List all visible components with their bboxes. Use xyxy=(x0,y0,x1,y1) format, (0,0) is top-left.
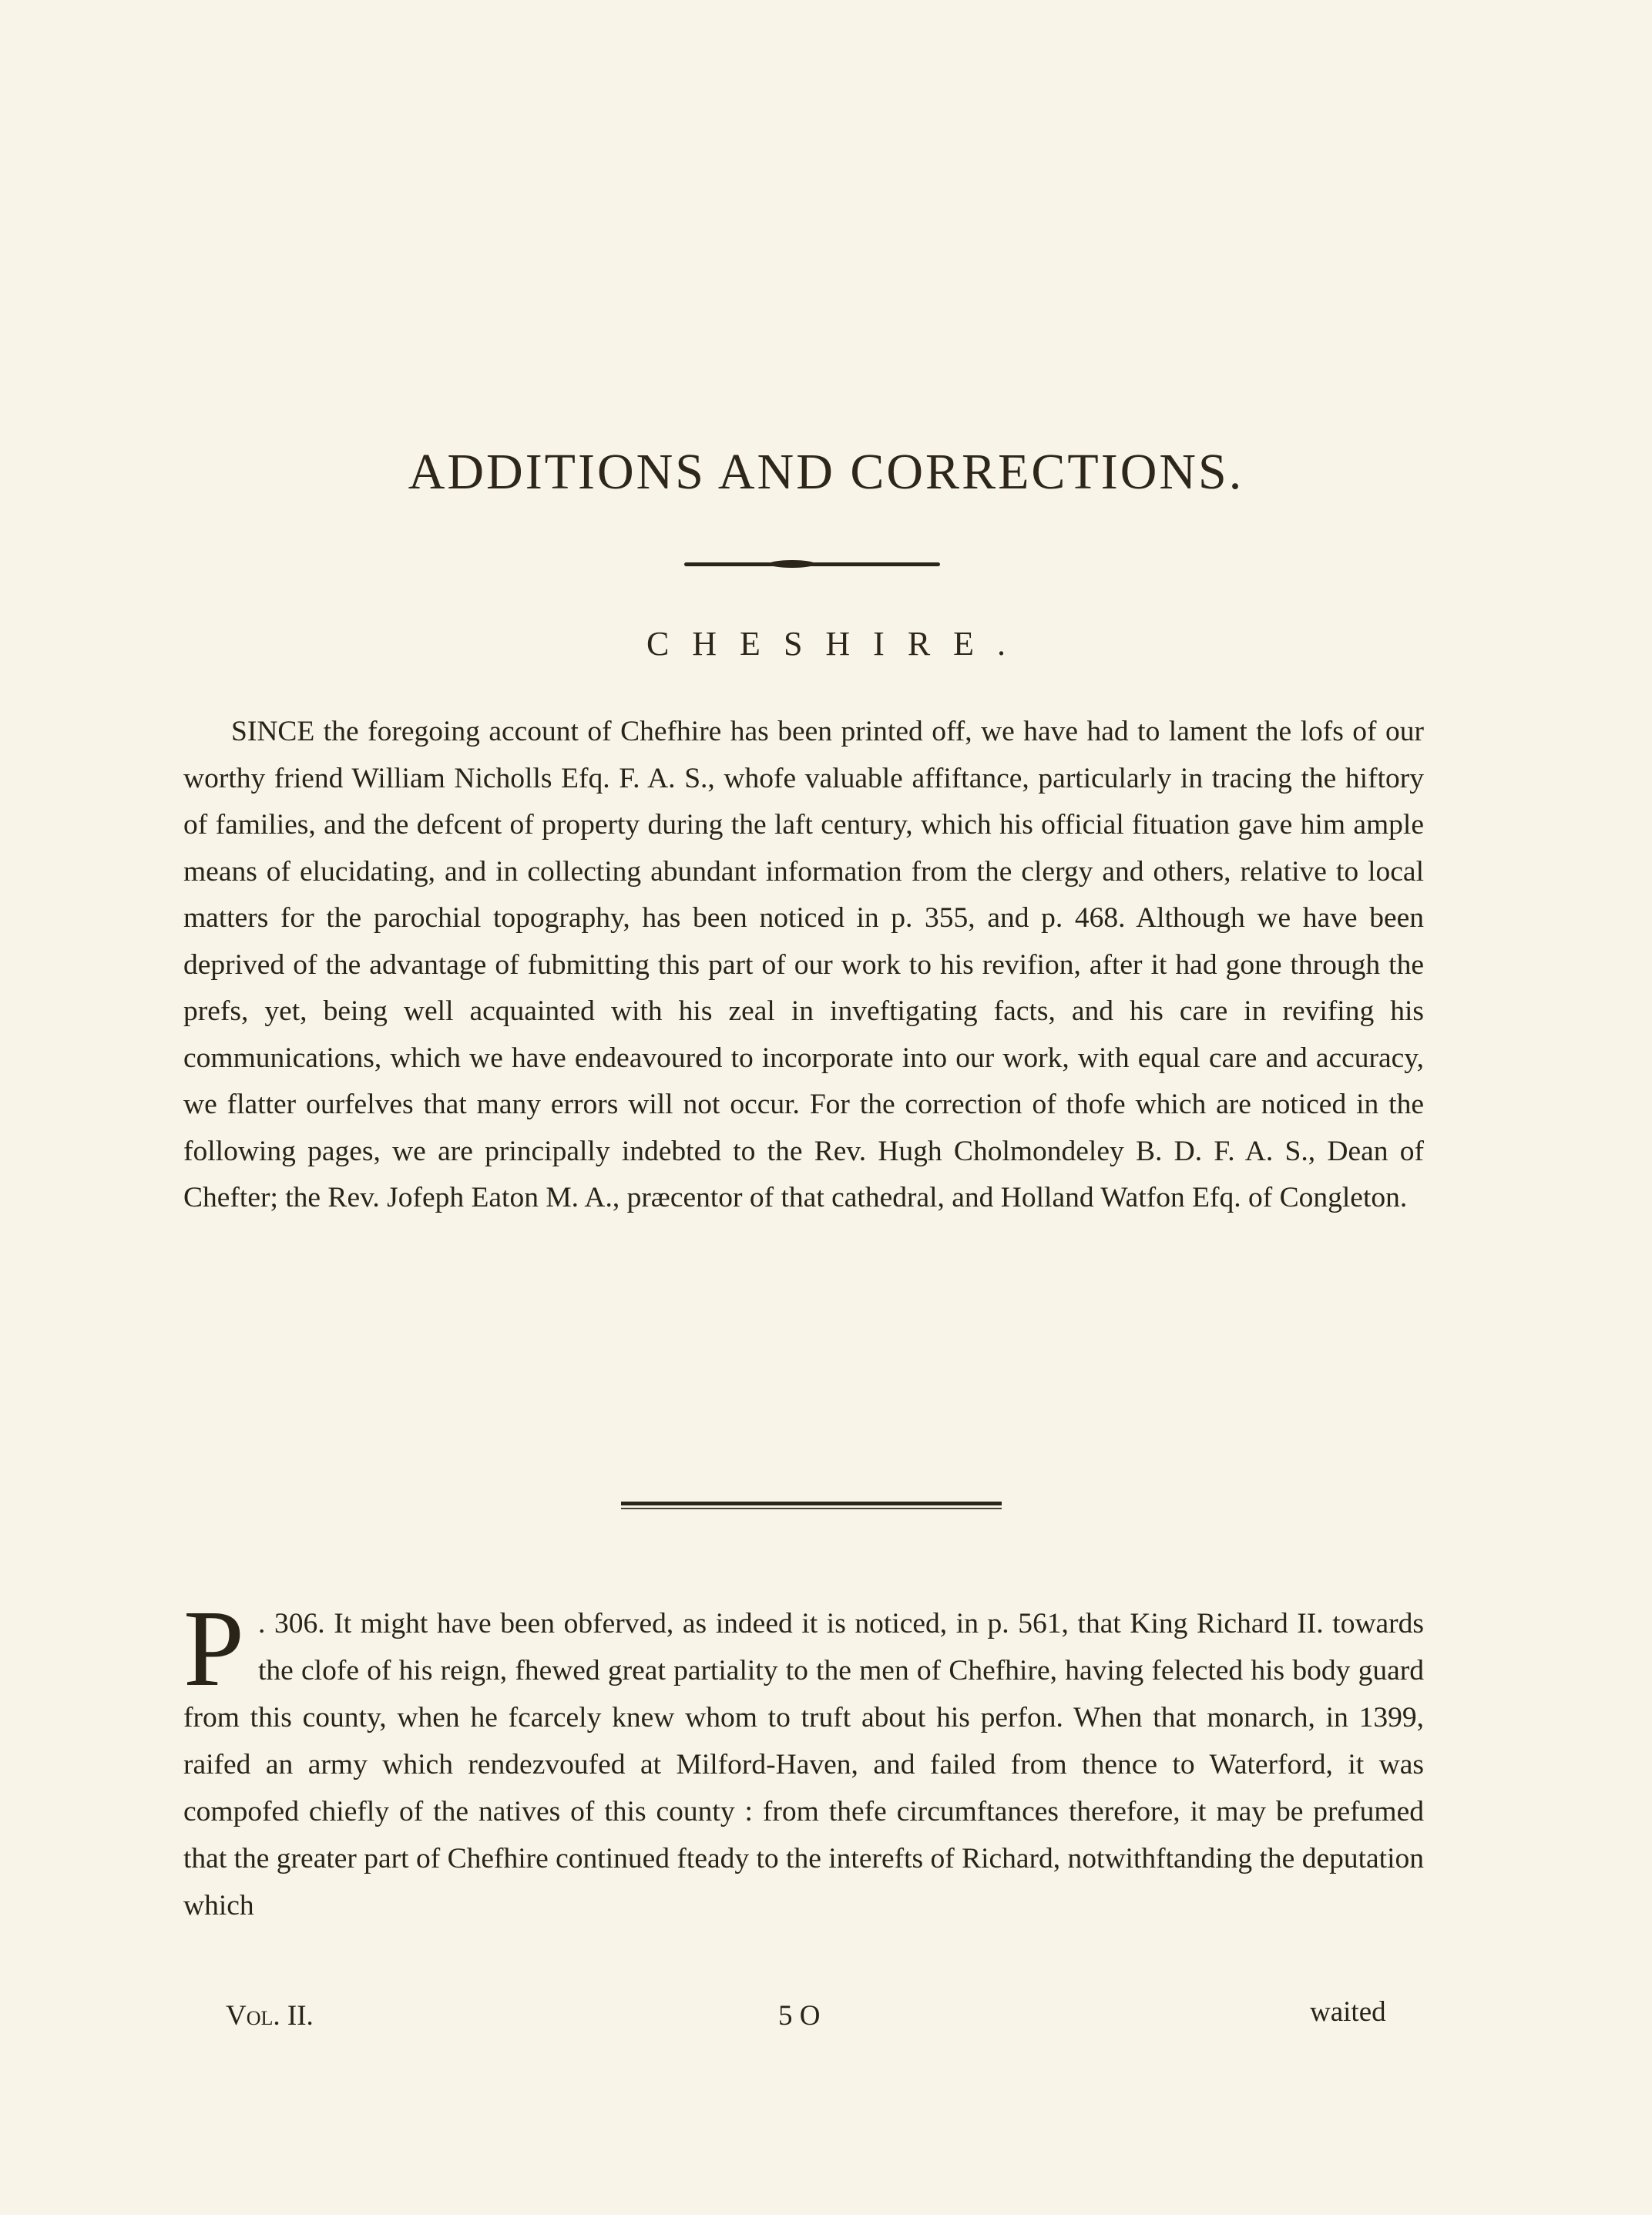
drop-cap: P xyxy=(183,1587,244,1709)
entry-paragraph xyxy=(183,1587,1424,1929)
footer-signature: 5 O xyxy=(778,2000,821,2032)
entry-text: . 306. It might have been obferved, as indeed it is noticed, in p. 561, that King Richard II. towards the clofe of his reign, fhewed great partiality to the men of Chefhire, having felected his body guard from this county, when he fcarcely knew whom to truft about his perfon. When that monarch, in 1399, raifed an army which rendezvoufed at Milford-Haven, and failed from thence to Waterford, it was compofed chiefly of the natives of this county : from thefe circumftances therefore, it may be prefumed that the greater part of Chefhire continued fteady to the interefts of Richard, notwithftanding the deputation which xyxy=(183,1608,1424,1921)
ornamental-rule xyxy=(684,562,940,566)
footer-volume: Vol. II. xyxy=(226,2000,314,2032)
page-title: ADDITIONS AND CORRECTIONS. xyxy=(408,444,1244,500)
footer-catchword: waited xyxy=(1310,1996,1386,2028)
intro-paragraph: SINCE the foregoing account of Chefhire has been printed off, we have had to lament the lofs of our worthy friend William Nicholls Efq. F. A. S., whofe valuable affiftance, particularly in tracing the hiftory of families, and the defcent of property during the laft century, which his official fituation gave him ample means of elucidating, and in collecting abundant information from the clergy and others, relative to local matters for the parochial topography, has been noticed in p. 355, and p. 468. Although we have been deprived of the advantage of fubmitting this part of our work to his revifion, after it had gone through the prefs, yet, being well acquainted with his zeal in inveftigating facts, and his care in revifing his communications, which we have endeavoured to incorporate into our work, with equal care and accuracy, we flatter ourfelves that many errors will not occur. For the correction of thofe which are noticed in the following pages, we are principally indebted to the Rev. Hugh Cholmondeley B. D. F. A. S., Dean of Chefter; the Rev. Jofeph Eaton M. A., præcentor of that cathedral, and Holland Watfon Efq. of Congleton. xyxy=(183,716,1424,1213)
section-divider xyxy=(621,1502,1002,1505)
section-heading: CHESHIRE. xyxy=(646,625,1029,663)
